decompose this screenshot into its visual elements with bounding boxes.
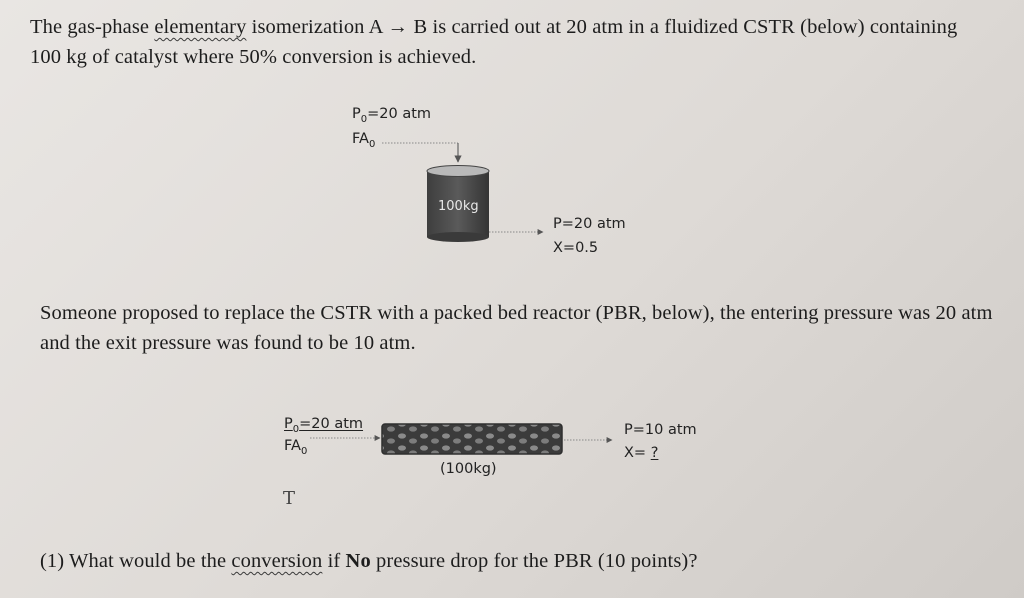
cstr-outlet-conversion: X=0.5 — [553, 240, 599, 256]
cstr-outlet-pressure: P=20 atm — [553, 216, 626, 232]
pbr-packed-bed — [382, 424, 562, 454]
question-1: (1) What would be the conversion if No pressure drop for the PBR (10 points)? — [40, 550, 698, 572]
handwritten-mark: T — [283, 488, 296, 509]
cstr-inlet-pressure: $P_0=20$ atm — [352, 106, 432, 125]
question-emphasis-word: conversion — [231, 550, 323, 572]
pbr-inlet-flow: $FA_0$ — [284, 438, 308, 457]
pbr-outlet-pressure: P=10 atm — [624, 422, 697, 438]
cstr-catalyst-label: 100kg — [438, 199, 479, 214]
cstr-inlet-flow: $FA_0$ — [352, 131, 376, 150]
intro-text-start: The gas-phase — [30, 16, 155, 38]
proposal-text: Someone proposed to replace the CSTR with a packed bed reactor (PBR, below), the entering pressure was 20 atm and the exit pressure was found to be 10 atm. — [40, 302, 993, 354]
intro-text-end: isomerization A → B is carried out at 20 atm in a fluidized CSTR (below) containing 100 kg of catalyst where 50% conversion is achieved. — [30, 16, 958, 68]
pbr-inlet-pressure: $P_0=20$ atm — [284, 416, 364, 435]
pbr-outlet-conversion: X= ? — [624, 445, 659, 461]
question-bold-word: No — [345, 550, 371, 572]
cstr-inlet-line — [382, 143, 458, 162]
intro-emphasis-word: elementary — [154, 16, 247, 38]
pbr-catalyst-label: (100kg) — [440, 461, 497, 477]
